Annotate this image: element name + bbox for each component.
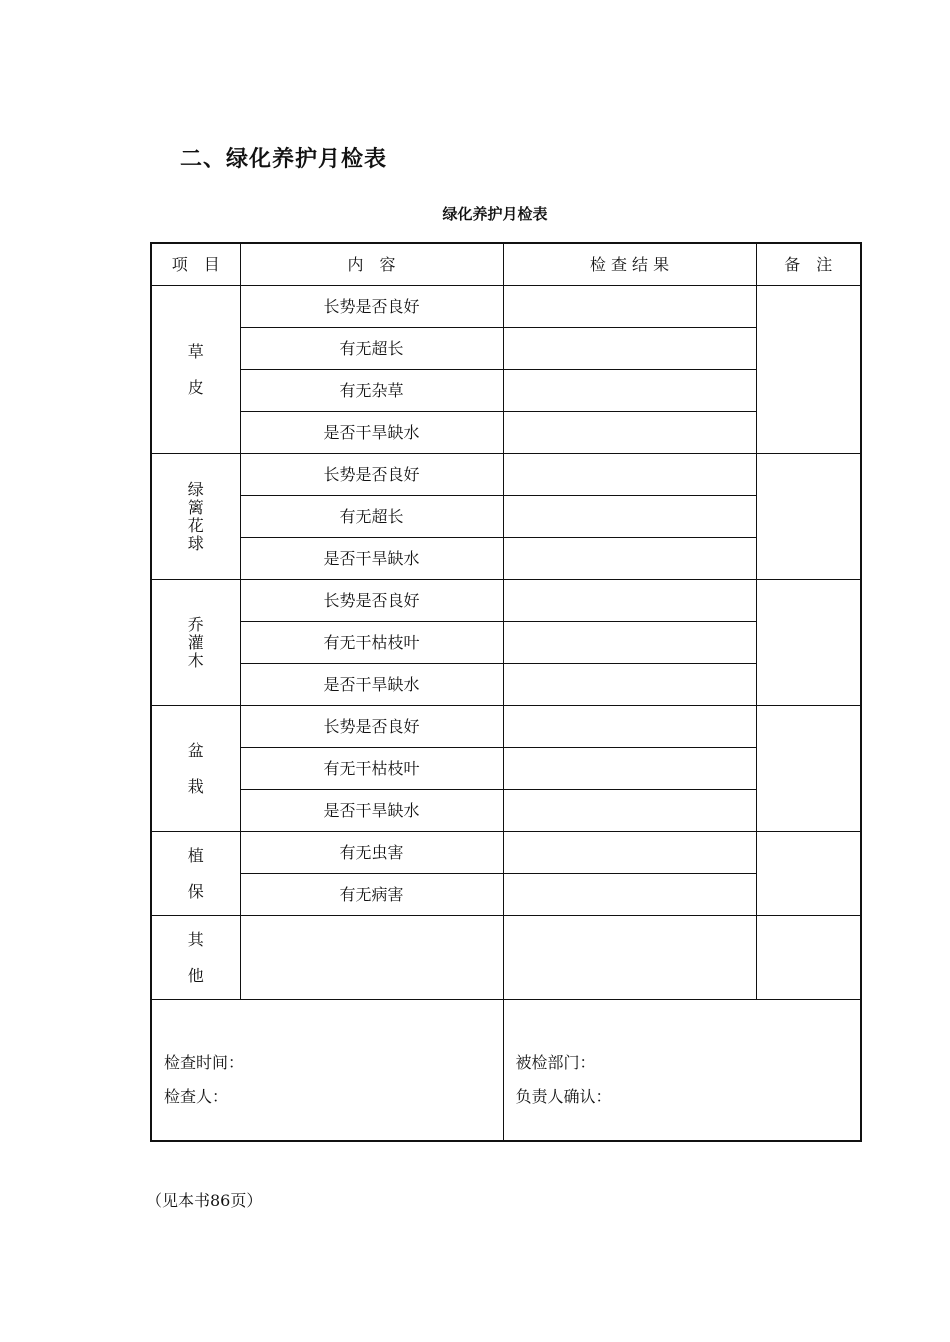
table-row xyxy=(151,874,861,916)
content-cell: 有无超长 xyxy=(240,328,503,370)
remark-cell[interactable] xyxy=(756,580,861,706)
check-time-label[interactable]: 检查时间： xyxy=(164,1053,245,1072)
content-cell[interactable] xyxy=(240,916,503,1000)
content-cell: 有无干枯枝叶 xyxy=(240,748,503,790)
remark-cell[interactable] xyxy=(756,916,861,1000)
result-cell[interactable] xyxy=(503,790,756,832)
remark-cell[interactable] xyxy=(756,454,861,580)
responsible-confirm-label[interactable]: 负责人确认： xyxy=(515,1087,612,1106)
remark-cell[interactable] xyxy=(756,286,861,454)
header-content: 内 容 xyxy=(240,243,503,286)
signature-right xyxy=(503,1000,861,1142)
header-item: 项 目 xyxy=(151,243,240,286)
remark-cell[interactable] xyxy=(756,832,861,916)
table-row xyxy=(151,916,861,1000)
content-cell: 长势是否良好 xyxy=(240,706,503,748)
table-row xyxy=(151,706,861,748)
content-cell: 是否干旱缺水 xyxy=(240,538,503,580)
table-row xyxy=(151,454,861,496)
inspector-label[interactable]: 检查人： xyxy=(164,1087,229,1106)
header-result: 检 查 结 果 xyxy=(503,243,756,286)
category-lawn: 草 皮 xyxy=(151,286,240,454)
result-cell[interactable] xyxy=(503,874,756,916)
content-cell: 长势是否良好 xyxy=(240,580,503,622)
result-cell[interactable] xyxy=(503,832,756,874)
result-cell[interactable] xyxy=(503,496,756,538)
table-row xyxy=(151,286,861,328)
table-row xyxy=(151,328,861,370)
result-cell[interactable] xyxy=(503,706,756,748)
table-row xyxy=(151,538,861,580)
category-potted: 盆 栽 xyxy=(151,706,240,832)
content-cell: 有无虫害 xyxy=(240,832,503,874)
result-cell[interactable] xyxy=(503,916,756,1000)
remark-cell[interactable] xyxy=(756,706,861,832)
table-row xyxy=(151,622,861,664)
category-plant-protection: 植 保 xyxy=(151,832,240,916)
content-cell: 是否干旱缺水 xyxy=(240,790,503,832)
result-cell[interactable] xyxy=(503,370,756,412)
table-row xyxy=(151,790,861,832)
table-title: 绿化养护月检表 xyxy=(442,205,548,223)
result-cell[interactable] xyxy=(503,328,756,370)
category-hedge: 绿 篱 花 球 xyxy=(151,454,240,580)
table-row xyxy=(151,496,861,538)
result-cell[interactable] xyxy=(503,748,756,790)
result-cell[interactable] xyxy=(503,664,756,706)
result-cell[interactable] xyxy=(503,580,756,622)
footnote: （见本书86页） xyxy=(146,1191,263,1210)
content-cell: 有无干枯枝叶 xyxy=(240,622,503,664)
result-cell[interactable] xyxy=(503,622,756,664)
signature-row xyxy=(151,1000,861,1142)
content-cell: 有无病害 xyxy=(240,874,503,916)
signature-left xyxy=(151,1000,503,1142)
table-row xyxy=(151,832,861,874)
table-row xyxy=(151,664,861,706)
content-cell: 长势是否良好 xyxy=(240,286,503,328)
result-cell[interactable] xyxy=(503,286,756,328)
table-row xyxy=(151,370,861,412)
content-cell: 有无超长 xyxy=(240,496,503,538)
content-cell: 有无杂草 xyxy=(240,370,503,412)
page-heading: 二、绿化养护月检表 xyxy=(180,147,388,172)
category-other: 其 他 xyxy=(151,916,240,1000)
header-remark: 备 注 xyxy=(756,243,861,286)
result-cell[interactable] xyxy=(503,538,756,580)
table-row xyxy=(151,580,861,622)
table-row xyxy=(151,412,861,454)
category-trees: 乔 灌 木 xyxy=(151,580,240,706)
content-cell: 是否干旱缺水 xyxy=(240,664,503,706)
content-cell: 长势是否良好 xyxy=(240,454,503,496)
content-cell: 是否干旱缺水 xyxy=(240,412,503,454)
header-row xyxy=(151,243,861,286)
inspected-dept-label[interactable]: 被检部门： xyxy=(515,1053,596,1072)
inspection-table xyxy=(150,242,862,1142)
result-cell[interactable] xyxy=(503,454,756,496)
result-cell[interactable] xyxy=(503,412,756,454)
table-row xyxy=(151,748,861,790)
